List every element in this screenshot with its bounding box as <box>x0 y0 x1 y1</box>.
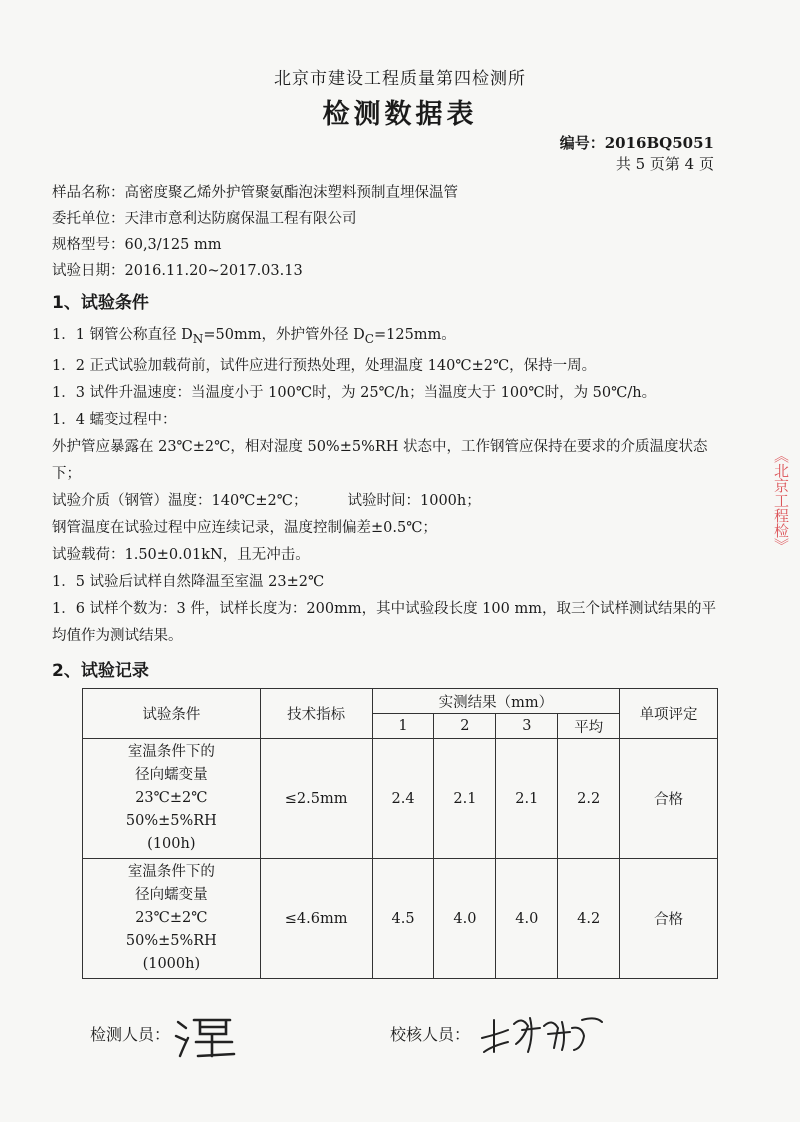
value-cell: 4.0 <box>434 859 496 979</box>
results-table <box>82 688 718 979</box>
condition-text: (1000h) <box>142 956 201 972</box>
condition-line <box>52 322 722 353</box>
average-cell: 2.2 <box>558 739 620 859</box>
client-row <box>52 206 458 232</box>
seal-stamp: 《北京工程检》 <box>772 448 790 553</box>
spec-cell: ≤4.6mm <box>260 859 372 979</box>
header-results: 实测结果（mm） <box>372 689 620 714</box>
checker-signature-icon <box>478 1008 608 1058</box>
document-title: 检测数据表 <box>322 99 478 130</box>
header-sample-3: 3 <box>496 714 558 739</box>
condition-text: 23℃±2℃ <box>135 790 208 806</box>
average-cell: 4.2 <box>558 859 620 979</box>
condition-text: 室温条件下的 <box>127 744 215 760</box>
date-value: 2016.11.20~2017.03.13 <box>124 263 303 279</box>
header-evaluation: 单项评定 <box>620 689 718 739</box>
evaluation-cell: 合格 <box>620 739 718 859</box>
value-cell: 4.0 <box>496 859 558 979</box>
spec-label: 规格型号： <box>52 237 125 253</box>
condition-text: 试验时间：1000h； <box>347 492 481 509</box>
header-spec: 技术指标 <box>260 689 372 739</box>
header-sample-2: 2 <box>434 714 496 739</box>
value-cell: 2.4 <box>372 739 434 859</box>
sample-name-value: 高密度聚乙烯外护管聚氨酯泡沫塑料预制直埋保温管 <box>124 185 458 201</box>
condition-line: 外护管应暴露在 23℃±2℃，相对湿度 50%±5%RH 状态中，工作钢管应保持在要求的介质温度状态下； <box>52 438 708 482</box>
report-number-label: 编号： <box>559 134 605 152</box>
evaluation-cell: 合格 <box>620 859 718 979</box>
tester-signature-icon <box>172 1012 242 1060</box>
condition-line: 1．5 试验后试样自然降温至室温 23±2℃ <box>52 573 325 590</box>
value-cell: 2.1 <box>496 739 558 859</box>
subscript: N <box>192 331 204 346</box>
organization-name: 北京市建设工程质量第四检测所 <box>274 69 526 89</box>
spec-cell: ≤2.5mm <box>260 739 372 859</box>
section-heading-records: 2、试验记录 <box>52 661 149 681</box>
condition-line: 1．6 试样个数为：3 件，试样长度为：200mm，其中试验段长度 100 mm，取三个试样测试结果的平均值作为测试结果。 <box>52 600 716 644</box>
condition-line <box>52 488 722 515</box>
report-number <box>560 132 714 153</box>
condition-line: 钢管温度在试验过程中应连续记录，温度控制偏差±0.5℃； <box>52 519 437 536</box>
condition-text: (100h) <box>147 836 196 852</box>
value-cell: 2.1 <box>434 739 496 859</box>
checker-label: 校核人员： <box>390 1025 471 1044</box>
client-value: 天津市意利达防腐保温工程有限公司 <box>124 211 357 227</box>
date-label: 试验日期： <box>52 263 125 279</box>
condition-text: 试验介质（钢管）温度：140℃±2℃； <box>52 492 308 509</box>
page-count: 共 5 页第 4 页 <box>615 155 714 173</box>
condition-text: =125mm。 <box>373 327 456 343</box>
tester-label: 检测人员： <box>90 1025 171 1044</box>
date-row <box>52 258 458 284</box>
sample-info <box>52 180 458 284</box>
subscript: C <box>364 331 374 346</box>
table-row <box>83 739 718 859</box>
condition-text: 50%±5%RH <box>125 933 217 949</box>
condition-text: 径向蠕变量 <box>135 887 208 903</box>
condition-line: 1．3 试件升温速度：当温度小于 100℃时，为 25℃/h；当温度大于 100℃时，为 50℃/h。 <box>52 384 657 401</box>
condition-text: 1．1 钢管公称直径 D <box>52 327 193 343</box>
condition-cell <box>83 859 261 979</box>
test-conditions <box>52 322 722 650</box>
condition-text: 50%±5%RH <box>125 813 217 829</box>
condition-text: 室温条件下的 <box>127 864 215 880</box>
header-sample-1: 1 <box>372 714 434 739</box>
condition-line: 1．4 蠕变过程中： <box>52 411 177 428</box>
header-condition: 试验条件 <box>83 689 261 739</box>
condition-line: 试验载荷：1.50±0.01kN，且无冲击。 <box>52 546 310 563</box>
section-heading-conditions: 1、试验条件 <box>52 293 149 313</box>
condition-text: =50mm，外护管外径 D <box>203 327 365 343</box>
condition-line: 1．2 正式试验加载荷前，试件应进行预热处理，处理温度 140℃±2℃，保持一周。 <box>52 357 597 374</box>
header-average: 平均 <box>558 714 620 739</box>
table-row <box>83 859 718 979</box>
report-number-value: 2016BQ5051 <box>604 134 714 152</box>
sample-name-label: 样品名称： <box>52 185 125 201</box>
condition-text: 径向蠕变量 <box>135 767 208 783</box>
sample-name-row <box>52 180 458 206</box>
spec-value: 60,3/125 mm <box>124 237 222 253</box>
condition-text: 23℃±2℃ <box>135 910 208 926</box>
spec-row <box>52 232 458 258</box>
condition-cell <box>83 739 261 859</box>
client-label: 委托单位： <box>52 211 125 227</box>
value-cell: 4.5 <box>372 859 434 979</box>
